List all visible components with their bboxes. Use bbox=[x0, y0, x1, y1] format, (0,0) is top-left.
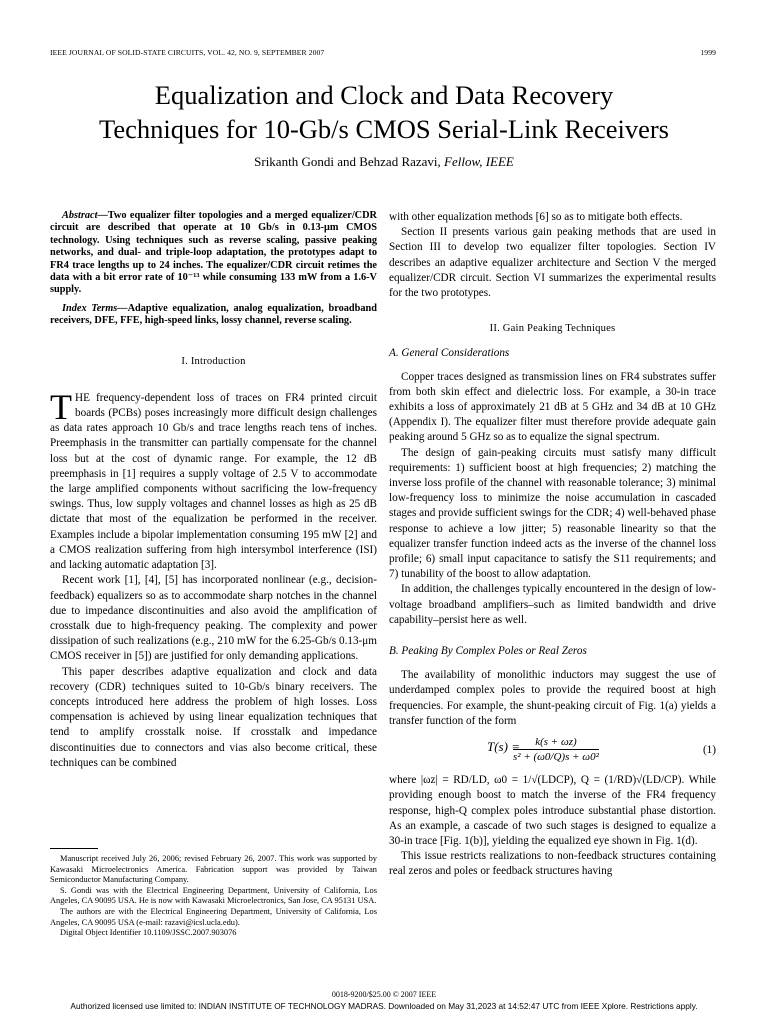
right-paragraph-1: Section II presents various gain peaking methods that are used in Section III to develop two equalizer filter topologies. Section IV describes an adaptive equalizer architecture and Section V the merged equalizer/CDR circuit. Section VI summarizes the experimental results for the two prototypes. bbox=[389, 226, 716, 300]
equation-numerator: k(s + ωz) bbox=[513, 735, 599, 750]
title-line-1: Equalization and Clock and Data Recovery bbox=[154, 80, 614, 110]
journal-header: IEEE JOURNAL OF SOLID-STATE CIRCUITS, VOL. 42, NO. 9, SEPTEMBER 2007 bbox=[50, 48, 325, 57]
author-line bbox=[40, 154, 728, 170]
footnote-manuscript: Manuscript received July 26, 2006; revised February 26, 2007. This work was supported by Kawasaki Microelectronics America. Fabrication support was provided by Taiwan Semiconductor Manufacturing Company. bbox=[50, 854, 377, 885]
intro-paragraph-1 bbox=[50, 386, 377, 573]
abstract-label: Abstract— bbox=[62, 210, 108, 221]
abstract-text: Two equalizer filter topologies and a merged equalizer/CDR circuit are described that operate at 10 Gb/s in 0.13-μm CMOS technology. Using techniques such as reverse scaling, passive peaking networks, and dual- and triple-loop adaptation, the prototypes adapt to FR4 trace lengths up to 24 inches. The equalizer/CDR circuit retimes the data with a bit error rate of 10⁻¹³ while consuming 133 mW from a 1.6-V supply. bbox=[50, 210, 377, 296]
equation-lhs: T(s) = bbox=[487, 739, 520, 755]
authorized-use-notice: Authorized licensed use limited to: INDIAN INSTITUTE OF TECHNOLOGY MADRAS. Downloaded on May 31,2023 at 14:52:47 UTC from IEEE Xplore. Restrictions apply. bbox=[70, 1001, 698, 1011]
equation-number: (1) bbox=[702, 744, 716, 757]
section-2-heading: II. Gain Peaking Techniques bbox=[489, 323, 616, 335]
title-line-2: Techniques for 10-Gb/s CMOS Serial-Link Receivers bbox=[99, 114, 669, 144]
subsection-b-heading: B. Peaking By Complex Poles or Real Zeros bbox=[389, 645, 587, 658]
page-number: 1999 bbox=[700, 48, 716, 57]
section-1-heading: I. Introduction bbox=[181, 355, 246, 367]
equation-denominator: s² + (ω0/Q)s + ω0² bbox=[513, 751, 599, 764]
running-header bbox=[50, 48, 716, 60]
index-terms-label: Index Terms— bbox=[62, 302, 128, 314]
footnote-doi: Digital Object Identifier 10.1109/JSSC.2007.903076 bbox=[60, 928, 237, 938]
copyright-line: 0018-9200/$25.00 © 2007 IEEE bbox=[331, 990, 437, 999]
subsection-a-paragraph-2: The design of gain-peaking circuits must satisfy many difficult requirements: 1) sufficient boost at high frequencies; 2) matching the inverse loss profile of the channel with reasonable tolerance; 3) minimal low-frequency loss to minimize the noise accumulation in cascaded stages and provide sufficient swings for the CDR; 4) well-behaved phase response to achieve a low jitter; 5) reasonable linearity so that the equalizer transfer function indeed acts as the inverse of the channel loss profile; 6) small input capacitance to satisfy the S11 requirements; and 7) tunability of the boost to allow adaptation. bbox=[389, 446, 716, 581]
author-names: Srikanth Gondi and Behzad Razavi, bbox=[254, 154, 441, 169]
index-terms-text: Adaptive equalization, analog equalization, broadband receivers, DFE, FFE, high-speed links, lossy channel, reverse scaling. bbox=[50, 302, 377, 327]
subsection-a-paragraph-3: In addition, the challenges typically encountered in the design of low-voltage broadband amplifiers–such as limited bandwidth and drive capability–persist here as well. bbox=[389, 583, 716, 626]
intro-paragraph-1-text: HE frequency-dependent loss of traces on FR4 printed circuit boards (PCBs) poses increasingly more difficult design challenges as data rates approach 10 Gb/s and trace lengths reach tens of inches. Preemphasis in the transmitter can partially compensate for the channel loss but at the cost of dynamic range. For example, the 12 dB preemphasis in [1] requires a supply voltage of 2.5 V to accommodate the large amplified components without sacrificing the low-frequency swings. Thus, low supply voltages and channel losses as high as 25 dB dictate that most of the equalization be performed in the receiver. Examples include a bipolar implementation consuming 195 mW [2] and a CMOS realization suffering from high intersymbol interference (ISI) and lacking automatic adaptation [3]. bbox=[50, 391, 377, 572]
intro-paragraph-2: Recent work [1], [4], [5] has incorporated nonlinear (e.g., decision-feedback) equalizers so as to accommodate sharp notches in the channel due to impedance discontinuities and also avoid the amplification of crosstalk due to high-frequency peaking. The complexity and power dissipation of such realizations (e.g., 210 mW for the 6.25-Gb/s 0.13-μm CMOS receiver in [5]) are justified for only demanding applications. bbox=[50, 574, 377, 663]
footnotes bbox=[50, 854, 377, 939]
abstract bbox=[50, 210, 377, 297]
right-column bbox=[389, 210, 716, 880]
equation-1 bbox=[389, 735, 716, 769]
author-suffix: Fellow, IEEE bbox=[444, 154, 514, 169]
index-terms bbox=[50, 303, 377, 328]
paper-title bbox=[40, 78, 728, 146]
subsection-b-paragraph-1: The availability of monolithic inductors may suggest the use of underdamped complex poles to provide the required boost at high frequencies. For example, the shunt-peaking circuit of Fig. 1(a) yields a transfer function of the form bbox=[389, 669, 716, 727]
equation-fraction bbox=[513, 735, 599, 764]
drop-cap: T bbox=[50, 386, 72, 427]
footnote-authors: The authors are with the Electrical Engineering Department, University of California, Los Angeles, CA 90095 USA (e-mail: razavi@icsl.ucla.edu). bbox=[50, 906, 377, 927]
subsection-b-paragraph-3: This issue restricts realizations to non-feedback structures containing real zeros and poles or feedback structures having bbox=[389, 850, 716, 878]
footnote-rule bbox=[50, 848, 98, 849]
subsection-a-heading: A. General Considerations bbox=[389, 347, 510, 360]
left-column bbox=[50, 210, 377, 771]
footnote-gondi: S. Gondi was with the Electrical Engineering Department, University of California, Los Angeles, CA 90095 USA. He is now with Kawasaki Microelectronics, San Jose, CA 95131 USA. bbox=[50, 885, 377, 906]
subsection-b-paragraph-2: where |ωz| = RD/LD, ω0 = 1/√(LDCP), Q = (1/RD)√(LD/CP). While providing enough boost to match the inverse of the FR4 frequency response, high-Q complex poles introduce substantial phase distortion. As an example, a cascade of two such stages is designed to equalize a 30-in trace [Fig. 1(b)], yielding the equalized eye shown in Fig. 1(d). bbox=[389, 774, 716, 847]
subsection-a-paragraph-1: Copper traces designed as transmission lines on FR4 substrates suffer from both skin effect and dielectric loss. For example, a 30-in trace exhibits a loss of approximately 21 dB at 5 GHz and 34 dB at 10 GHz (Appendix I). The equalizer filter must therefore provide adequate gain peaking around 5 GHz so as to equalize the signal spectrum. bbox=[389, 370, 716, 444]
right-paragraph-0: with other equalization methods [6] so as to mitigate both effects. bbox=[389, 211, 683, 223]
intro-paragraph-3: This paper describes adaptive equalization and clock and data recovery (CDR) techniques suited to 10-Gb/s binary receivers. The concepts introduced here address the problem of high losses. Loss compensation is achieved by using linear equalization techniques that tend to amplify crosstalk noise. If crosstalk and impedance discontinuities due to connectors and vias also become critical, these techniques can be combined bbox=[50, 665, 377, 769]
